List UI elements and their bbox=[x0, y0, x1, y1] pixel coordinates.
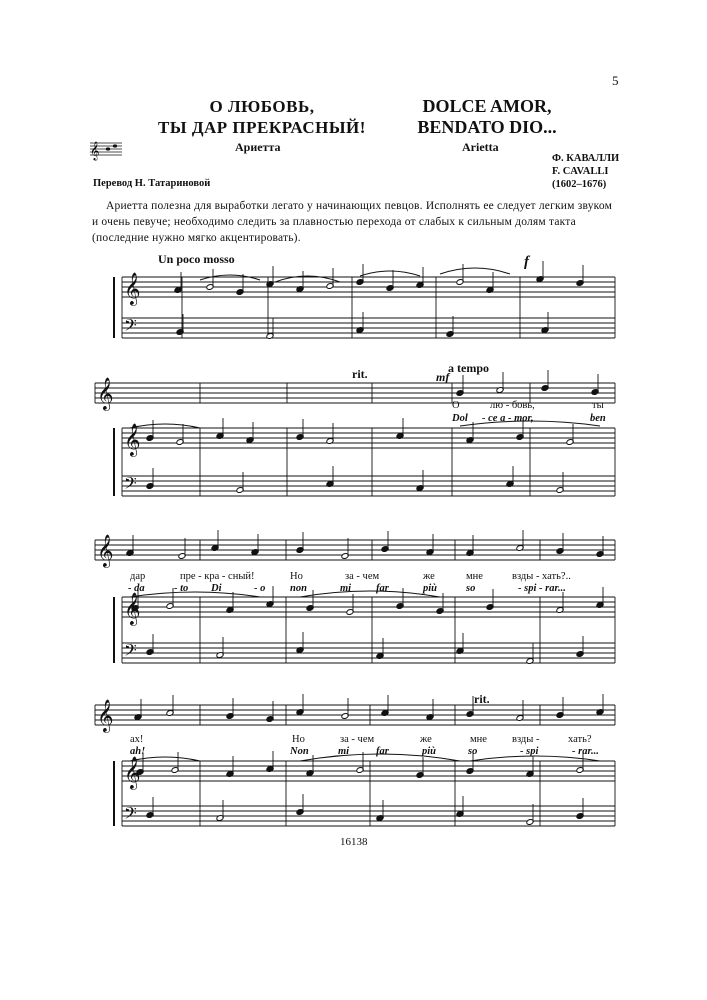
s2-voice-clef: 𝄞 bbox=[97, 377, 114, 410]
s1-bass-staff bbox=[122, 318, 615, 338]
tempo-un-poco-mosso: Un poco mosso bbox=[158, 252, 235, 266]
lyric-s4-ru-5: мне bbox=[470, 734, 487, 745]
lyric-s3-it-4: - o bbox=[254, 583, 266, 594]
s3-voice-staff bbox=[95, 540, 615, 560]
lyric-s4-ru-1: ах! bbox=[130, 734, 144, 745]
dynamic-mezzo-forte: mf bbox=[436, 370, 450, 384]
lyric-s3-it-7: far bbox=[376, 583, 389, 594]
lyric-s4-it-4: far bbox=[376, 746, 389, 757]
lyric-s3-ru-7: взды - хать?.. bbox=[512, 571, 571, 582]
lyric-s2-ru-3: ты bbox=[592, 400, 604, 411]
lyric-s4-ru-7: хать? bbox=[568, 734, 592, 745]
intro-paragraph: Ариетта полезна для выработки легато у начинающих певцов. Исполнять ее следует легким звуком и очень певуче; необходимо следить за плавностью перехода от слабых к сильным долям такта (последние нужно мягко акцентировать). bbox=[92, 200, 613, 244]
tempo-rit-2: rit. bbox=[474, 692, 490, 706]
lyric-s3-ru-2: пре - кра - сный! bbox=[180, 571, 255, 582]
s3-treble-staff bbox=[122, 597, 615, 617]
translator-credit: Перевод Н. Татариновой bbox=[93, 178, 211, 189]
lyric-s3-it-6: mi bbox=[340, 583, 352, 594]
s2-treble-clef: 𝄞 bbox=[124, 423, 141, 456]
subtitle-russian: Ариетта bbox=[235, 140, 281, 154]
title-russian-line-1: О ЛЮБОВЬ, bbox=[209, 97, 315, 116]
lyric-s3-ru-6: мне bbox=[466, 571, 483, 582]
lyric-s4-ru-3: за - чем bbox=[340, 734, 375, 745]
lyric-s3-ru-4: за - чем bbox=[345, 571, 380, 582]
lyric-s4-ru-6: взды - bbox=[512, 734, 540, 745]
lyric-s4-it-1: ah! bbox=[130, 746, 146, 757]
lyric-s4-it-7: - spi bbox=[520, 746, 539, 757]
svg-text:𝄞: 𝄞 bbox=[90, 141, 100, 160]
lyric-s2-it-1: Dol bbox=[452, 413, 468, 424]
composer-russian: Ф. КАВАЛЛИ bbox=[552, 153, 620, 164]
s2-treble-staff bbox=[122, 428, 615, 448]
title-italian-line-1: DOLCE AMOR, bbox=[422, 96, 552, 116]
footer-plate-number: 16138 bbox=[340, 836, 368, 848]
s4-voice-clef: 𝄞 bbox=[97, 699, 114, 732]
tempo-a-tempo: a tempo bbox=[448, 361, 489, 375]
lyric-s3-ru-3: Но bbox=[290, 571, 303, 582]
title-italian-line-2: BENDATO DIO... bbox=[417, 117, 557, 137]
s1-treble-staff-clef: 𝄞 bbox=[124, 272, 141, 305]
s4-bass-clef: 𝄢 bbox=[124, 803, 137, 827]
s2-bass-clef: 𝄢 bbox=[124, 473, 137, 497]
s4-bass-staff bbox=[122, 806, 615, 826]
s1-bass-staff-clef: 𝄢 bbox=[124, 315, 137, 339]
lyric-s4-it-5: più bbox=[422, 746, 437, 757]
lyric-s3-it-5: non bbox=[290, 583, 307, 594]
page-number: 5 bbox=[612, 73, 619, 88]
lyric-s4-ru-2: Но bbox=[292, 734, 305, 745]
composer-italian: F. CAVALLI bbox=[552, 166, 609, 177]
lyric-s3-it-8: più bbox=[423, 583, 438, 594]
lyric-s4-it-3: mi bbox=[338, 746, 350, 757]
s4-treble-staff bbox=[122, 761, 615, 781]
s2-bass-staff bbox=[122, 476, 615, 496]
lyric-s4-it-8: - rar... bbox=[572, 746, 599, 757]
s3-bass-staff bbox=[122, 643, 615, 663]
lyric-s3-ru-1: дар bbox=[130, 571, 146, 582]
lyric-s3-it-3: Di bbox=[211, 583, 222, 594]
lyric-s2-ru-2: лю - бовь, bbox=[490, 400, 535, 411]
composer-years: (1602–1676) bbox=[552, 179, 607, 190]
s2-voice-staff bbox=[95, 383, 615, 403]
lyric-s3-it-9: so bbox=[466, 583, 476, 594]
s3-bass-clef: 𝄢 bbox=[124, 640, 137, 664]
lyric-s4-it-6: so bbox=[468, 746, 478, 757]
tempo-rit-1: rit. bbox=[352, 367, 368, 381]
s3-voice-clef: 𝄞 bbox=[97, 534, 114, 567]
title-russian-line-2: ТЫ ДАР ПРЕКРАСНЫЙ! bbox=[158, 118, 366, 137]
dynamic-forte: f bbox=[524, 254, 529, 270]
lyric-s2-it-3: ben bbox=[590, 413, 606, 424]
lyric-s3-ru-5: же bbox=[423, 571, 435, 582]
s4-treble-clef: 𝄞 bbox=[124, 756, 141, 789]
lyric-s3-it-1: - da bbox=[128, 583, 145, 594]
lyric-s2-it-2: - ce a - mor, bbox=[482, 413, 534, 424]
lyric-s4-ru-4: же bbox=[420, 734, 432, 745]
lyric-s3-it-2: - to bbox=[174, 583, 189, 594]
lyric-s3-it-10: - spi - rar... bbox=[518, 583, 566, 594]
subtitle-italian: Arietta bbox=[462, 140, 499, 154]
lyric-s2-ru-1: О bbox=[452, 400, 460, 411]
lyric-s4-it-2: Non bbox=[290, 746, 309, 757]
s3-treble-clef: 𝄞 bbox=[124, 592, 141, 625]
